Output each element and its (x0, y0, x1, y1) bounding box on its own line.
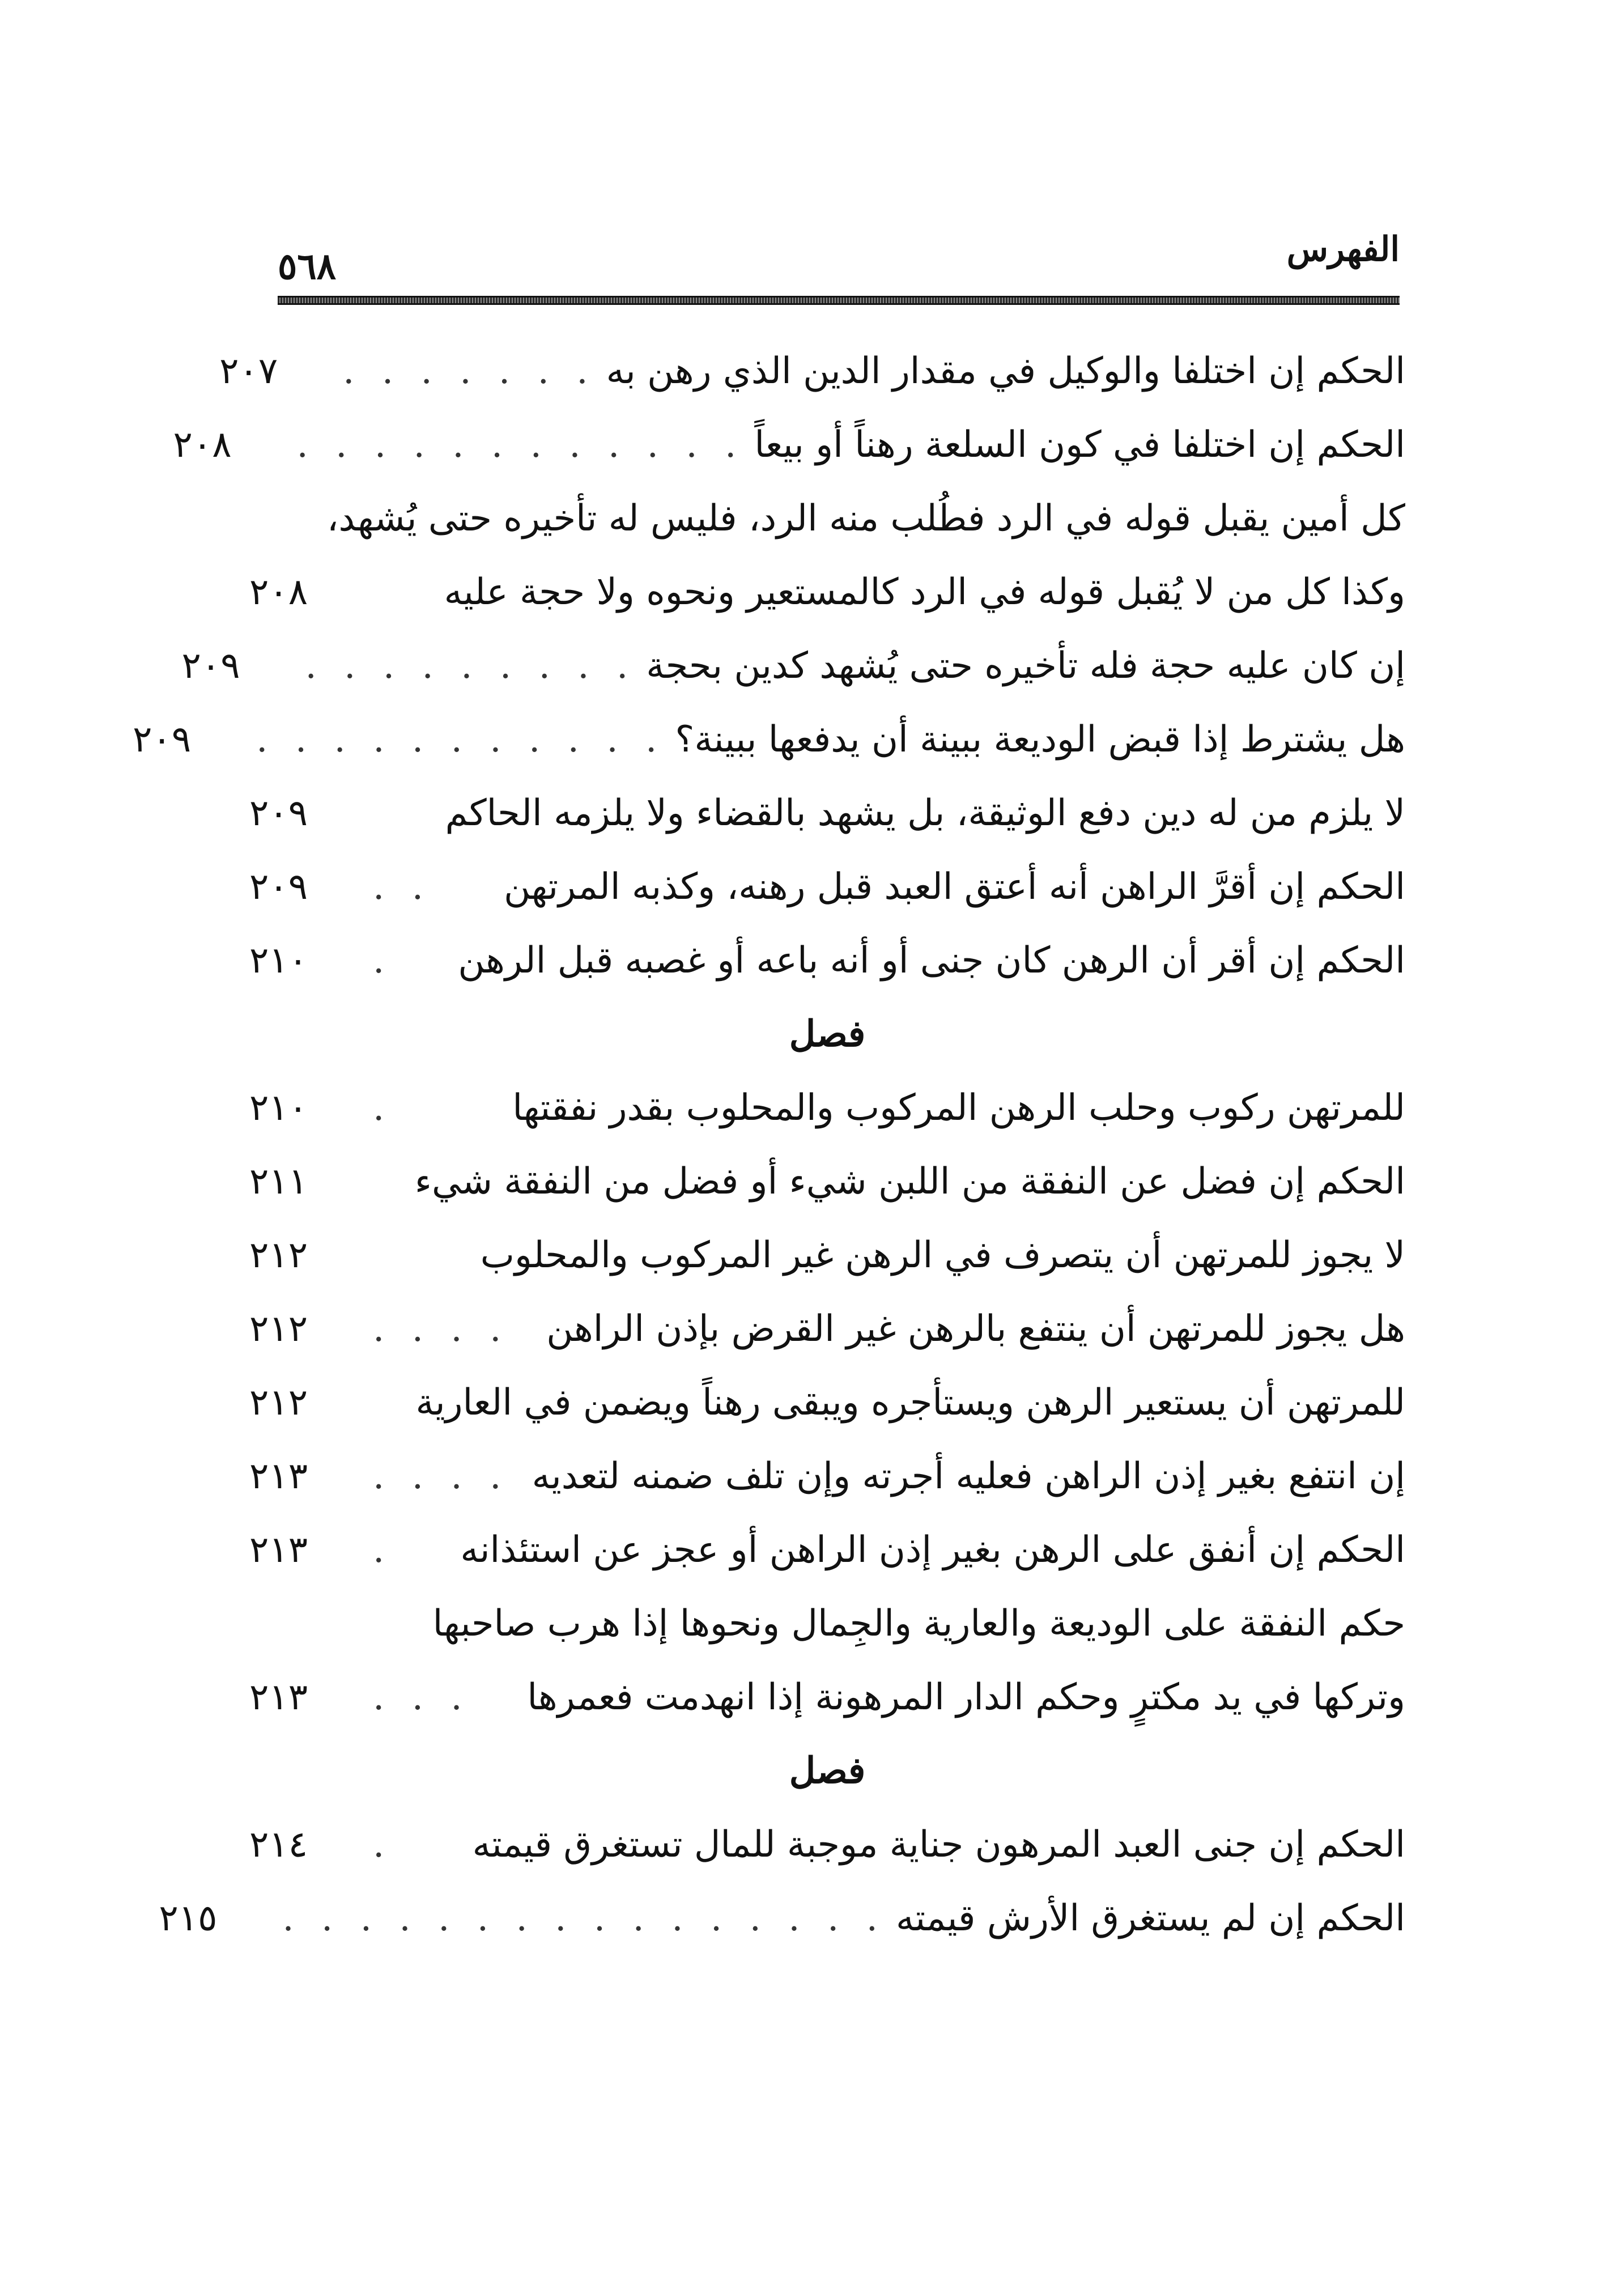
toc-entry (181, 629, 1405, 703)
toc-entry-page: ٢١٠ (249, 1087, 308, 1129)
toc-entry (249, 1292, 1405, 1366)
toc-entry (173, 408, 1405, 482)
toc-entry-page: ٢١٥ (159, 1897, 218, 1939)
toc-entry (219, 334, 1405, 408)
toc-entry-page: ٢١٢ (249, 1382, 308, 1424)
toc-entry-leader: . . . . . . . . . . . . (296, 424, 745, 466)
toc-entry-text: كل أمين يقبل قوله في الرد فطُلب منه الرد، فليس له تأخيره حتى يُشهد، (326, 498, 1405, 540)
toc-entry-text: هل يجوز للمرتهن أن ينتفع بالرهن غير القرض بإذن الراهن (546, 1308, 1405, 1350)
section-heading: فصل (789, 1013, 866, 1055)
toc-entry-leader: . . . . . . . . . . . (256, 719, 665, 761)
toc-entry (249, 1661, 1405, 1734)
toc-entry-leader: . . . (373, 1676, 470, 1718)
toc-entry (133, 703, 1405, 776)
toc-entry-page: ٢١٣ (249, 1455, 308, 1497)
toc-entry-page: ٢١٤ (249, 1824, 308, 1866)
toc-entry (249, 924, 1405, 997)
toc-entry-leader: . (373, 940, 393, 982)
toc-entry (249, 1513, 1405, 1587)
toc-entry-text: الحكم إن اختلفا في كون السلعة رهناً أو بيعاً (754, 424, 1405, 466)
toc-entry-text: إن كان عليه حجة فله تأخيره حتى يُشهد كدين بحجة (646, 645, 1405, 687)
toc-entry-text: هل يشترط إذا قبض الوديعة ببينة أن يدفعها ببينة؟ (675, 719, 1405, 761)
toc-entry-page: ٢٠٩ (249, 792, 308, 834)
toc-entry-text: لا يلزم من له دين دفع الوثيقة، بل يشهد بالقضاء ولا يلزمه الحاكم (445, 792, 1405, 834)
toc-entry-text: الحكم إن اختلفا والوكيل في مقدار الدين الذي رهن به (606, 350, 1405, 392)
toc-entry-leader: . . . . . . . . . (305, 645, 636, 687)
toc-entry (249, 1440, 1405, 1513)
toc-entry-leader: . . . . . . . (343, 350, 596, 392)
toc-entry-page: ٢٠٩ (249, 866, 308, 908)
toc-entry-page: ٢٠٩ (181, 645, 240, 687)
toc-entry (249, 1587, 1405, 1661)
toc-entry (159, 1882, 1405, 1955)
toc-entry (249, 555, 1405, 629)
toc-entry (249, 1145, 1405, 1218)
toc-entry-leader: . . . . . . . . . . . . . . . . (282, 1897, 886, 1939)
header-rule (278, 296, 1400, 305)
toc-entry-text: إن انتفع بغير إذن الراهن فعليه أجرته وإن تلف ضمنه لتعديه (532, 1455, 1405, 1497)
toc-entry-page: ٢١٢ (249, 1234, 308, 1276)
toc-entry-page: ٢١٢ (249, 1308, 308, 1350)
toc-entry (249, 1808, 1405, 1882)
toc-entry-text: الحكم إن أقر أن الرهن كان جنى أو أنه باعه أو غصبه قبل الرهن (458, 940, 1405, 982)
toc-entry-text: حكم النفقة على الوديعة والعارية والجِمال ونحوها إذا هرب صاحبها (432, 1603, 1405, 1645)
toc-entry-page: ٢١١ (249, 1161, 308, 1203)
toc-entry-text: الحكم إن أنفق على الرهن بغير إذن الراهن أو عجز عن استئذانه (460, 1529, 1405, 1571)
toc-entry (249, 482, 1405, 555)
toc-entry-page: ٢٠٩ (133, 719, 192, 761)
header-page-number: ٥٦٨ (278, 245, 337, 288)
toc-entry-text: لا يجوز للمرتهن أن يتصرف في الرهن غير المركوب والمحلوب (480, 1234, 1405, 1276)
toc-entry-page: ٢١٣ (249, 1529, 308, 1571)
toc-entry-page: ٢٠٧ (219, 350, 278, 392)
section-heading: فصل (789, 1750, 866, 1792)
toc-entry-page: ٢١٣ (249, 1676, 308, 1718)
table-of-contents (133, 334, 1405, 2091)
toc-entry-text: الحكم إن أقرَّ الراهن أنه أعتق العبد قبل رهنه، وكذبه المرتهن (504, 866, 1405, 908)
toc-entry-text: للمرتهن أن يستعير الرهن ويستأجره ويبقى رهناً ويضمن في العارية (415, 1382, 1405, 1424)
toc-entry-text: وتركها في يد مكترٍ وحكم الدار المرهونة إذا انهدمت فعمرها (527, 1676, 1405, 1718)
toc-entry-text: الحكم إن فضل عن النفقة من اللبن شيء أو فضل من النفقة شيء (414, 1161, 1405, 1203)
toc-entry (249, 1218, 1405, 1292)
toc-entry-page: ٢٠٨ (173, 424, 232, 466)
toc-entry-text: الحكم إن جنى العبد المرهون جناية موجبة للمال تستغرق قيمته (472, 1824, 1405, 1866)
toc-entry-leader: . . . . (373, 1455, 509, 1497)
toc-entry-leader: . (373, 1529, 393, 1571)
toc-entry-text: الحكم إن لم يستغرق الأرش قيمته (895, 1897, 1405, 1939)
toc-entry (249, 1071, 1405, 1145)
toc-entry-page: ٢٠٨ (249, 571, 308, 613)
toc-entry-leader: . (373, 1824, 393, 1866)
header-title: الفهرس (1286, 230, 1400, 269)
toc-entry-leader: . . (373, 866, 432, 908)
toc-entry (249, 776, 1405, 850)
toc-entry-page: ٢١٠ (249, 940, 308, 982)
toc-entry-leader: . (373, 1087, 393, 1129)
toc-entry-text: للمرتهن ركوب وحلب الرهن المركوب والمحلوب بقدر نفقتها (512, 1087, 1405, 1129)
toc-entry-text: وكذا كل من لا يُقبل قوله في الرد كالمستعير ونحوه ولا حجة عليه (444, 571, 1405, 613)
toc-entry (249, 850, 1405, 924)
toc-entry (249, 1366, 1405, 1440)
page-header (278, 230, 1400, 298)
toc-entry-leader: . . . . (373, 1308, 509, 1350)
